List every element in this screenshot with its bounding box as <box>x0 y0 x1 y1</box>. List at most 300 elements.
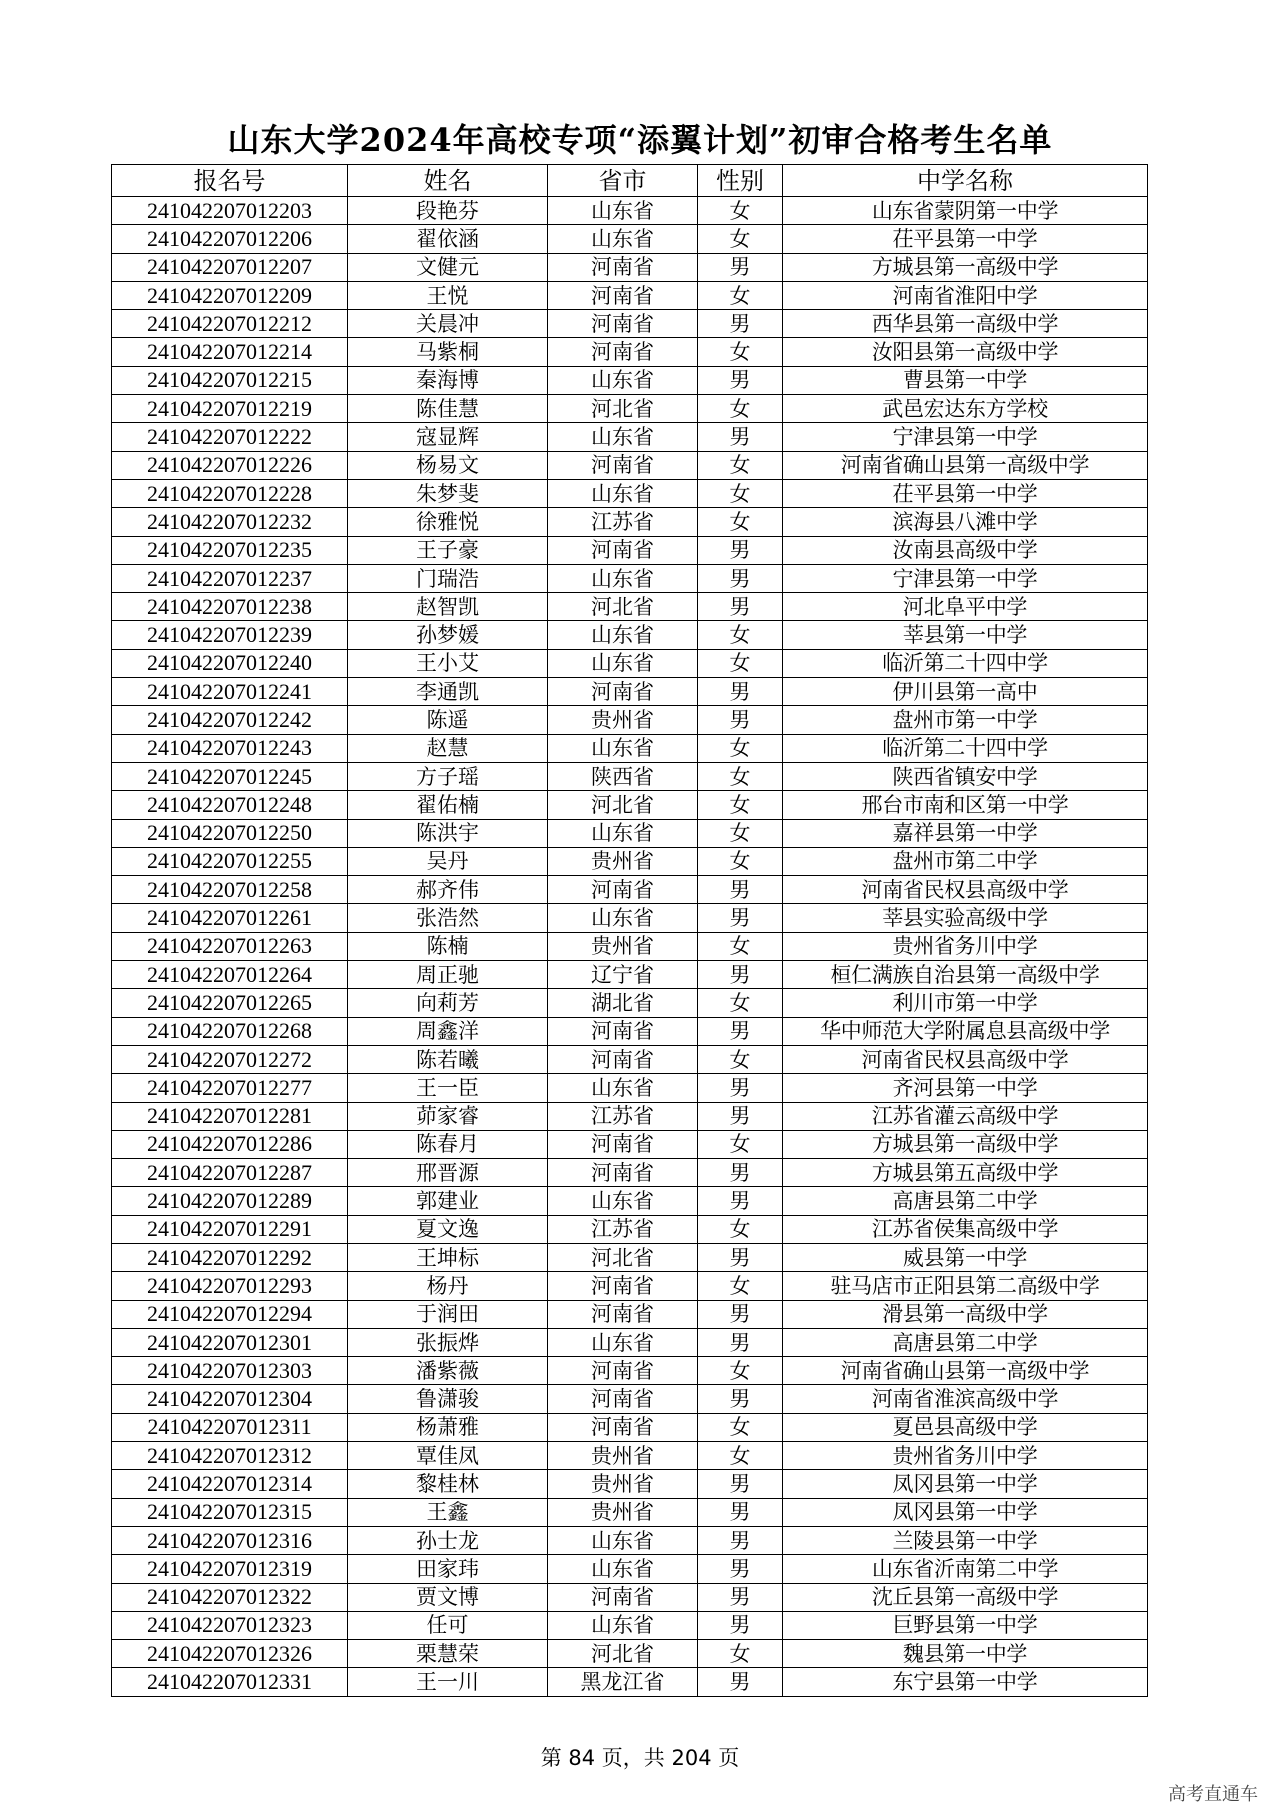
cell-name: 杨易文 <box>348 451 548 479</box>
cell-gender: 男 <box>698 1526 783 1554</box>
cell-name: 周正驰 <box>348 961 548 989</box>
cell-province: 山东省 <box>548 904 698 932</box>
cell-province: 河南省 <box>548 1413 698 1441</box>
table-row <box>112 1413 1148 1441</box>
cell-province: 河南省 <box>548 876 698 904</box>
cell-name: 王鑫 <box>348 1498 548 1526</box>
cell-province: 河北省 <box>548 1640 698 1668</box>
cell-gender: 女 <box>698 791 783 819</box>
cell-province: 河北省 <box>548 791 698 819</box>
table-row <box>112 1102 1148 1130</box>
cell-name: 王子豪 <box>348 536 548 564</box>
cell-school: 盘州市第一中学 <box>783 706 1148 734</box>
cell-name: 邢晋源 <box>348 1159 548 1187</box>
cell-gender: 男 <box>698 253 783 281</box>
table-row <box>112 762 1148 790</box>
table-row <box>112 989 1148 1017</box>
cell-province: 山东省 <box>548 734 698 762</box>
cell-gender: 女 <box>698 819 783 847</box>
cell-province: 贵州省 <box>548 847 698 875</box>
cell-school: 茌平县第一中学 <box>783 479 1148 507</box>
cell-registration-no: 241042207012314 <box>112 1470 348 1498</box>
table-row <box>112 1215 1148 1243</box>
cell-gender: 男 <box>698 1583 783 1611</box>
cell-school: 贵州省务川中学 <box>783 932 1148 960</box>
cell-province: 贵州省 <box>548 1498 698 1526</box>
cell-gender: 女 <box>698 197 783 225</box>
cell-school: 伊川县第一高中 <box>783 678 1148 706</box>
cell-registration-no: 241042207012264 <box>112 961 348 989</box>
table-row <box>112 310 1148 338</box>
cell-gender: 男 <box>698 961 783 989</box>
cell-registration-no: 241042207012219 <box>112 395 348 423</box>
cell-gender: 女 <box>698 479 783 507</box>
cell-province: 河南省 <box>548 1272 698 1300</box>
cell-school: 凤冈县第一中学 <box>783 1470 1148 1498</box>
table-row <box>112 1159 1148 1187</box>
cell-gender: 男 <box>698 366 783 394</box>
cell-registration-no: 241042207012265 <box>112 989 348 1017</box>
cell-gender: 男 <box>698 706 783 734</box>
cell-province: 辽宁省 <box>548 961 698 989</box>
cell-school: 威县第一中学 <box>783 1243 1148 1271</box>
cell-registration-no: 241042207012294 <box>112 1300 348 1328</box>
cell-province: 河南省 <box>548 253 698 281</box>
table-row <box>112 1357 1148 1385</box>
cell-name: 黎桂林 <box>348 1470 548 1498</box>
cell-name: 翟佑楠 <box>348 791 548 819</box>
cell-gender: 男 <box>698 1498 783 1526</box>
cell-registration-no: 241042207012291 <box>112 1215 348 1243</box>
cell-school: 曹县第一中学 <box>783 366 1148 394</box>
cell-name: 茆家睿 <box>348 1102 548 1130</box>
cell-name: 王悦 <box>348 281 548 309</box>
cell-registration-no: 241042207012214 <box>112 338 348 366</box>
table-body <box>112 197 1148 1697</box>
cell-province: 山东省 <box>548 819 698 847</box>
cell-gender: 女 <box>698 1413 783 1441</box>
cell-name: 段艳芬 <box>348 197 548 225</box>
cell-province: 黑龙江省 <box>548 1668 698 1696</box>
table-row <box>112 791 1148 819</box>
cell-registration-no: 241042207012304 <box>112 1385 348 1413</box>
cell-registration-no: 241042207012250 <box>112 819 348 847</box>
cell-province: 山东省 <box>548 1187 698 1215</box>
cell-name: 王小艾 <box>348 649 548 677</box>
cell-province: 河南省 <box>548 310 698 338</box>
column-header-name: 姓名 <box>348 165 548 197</box>
cell-school: 方城县第一高级中学 <box>783 1130 1148 1158</box>
cell-school: 方城县第一高级中学 <box>783 253 1148 281</box>
cell-school: 嘉祥县第一中学 <box>783 819 1148 847</box>
table-row <box>112 1045 1148 1073</box>
cell-school: 河南省确山县第一高级中学 <box>783 451 1148 479</box>
cell-gender: 男 <box>698 1328 783 1356</box>
cell-gender: 男 <box>698 904 783 932</box>
cell-name: 赵慧 <box>348 734 548 762</box>
cell-gender: 男 <box>698 1470 783 1498</box>
cell-registration-no: 241042207012209 <box>112 281 348 309</box>
cell-name: 翟依涵 <box>348 225 548 253</box>
cell-school: 盘州市第二中学 <box>783 847 1148 875</box>
cell-name: 孙梦媛 <box>348 621 548 649</box>
cell-registration-no: 241042207012206 <box>112 225 348 253</box>
cell-gender: 女 <box>698 1442 783 1470</box>
cell-gender: 女 <box>698 451 783 479</box>
cell-school: 方城县第五高级中学 <box>783 1159 1148 1187</box>
cell-gender: 男 <box>698 310 783 338</box>
watermark-text: 高考直通车 <box>1168 1784 1258 1805</box>
cell-gender: 男 <box>698 1187 783 1215</box>
cell-registration-no: 241042207012281 <box>112 1102 348 1130</box>
table-row <box>112 621 1148 649</box>
cell-province: 湖北省 <box>548 989 698 1017</box>
cell-gender: 男 <box>698 536 783 564</box>
cell-school: 山东省沂南第二中学 <box>783 1555 1148 1583</box>
cell-name: 潘紫薇 <box>348 1357 548 1385</box>
cell-name: 朱梦斐 <box>348 479 548 507</box>
cell-school: 西华县第一高级中学 <box>783 310 1148 338</box>
table-row <box>112 932 1148 960</box>
cell-province: 河北省 <box>548 395 698 423</box>
cell-gender: 女 <box>698 734 783 762</box>
cell-province: 江苏省 <box>548 1102 698 1130</box>
cell-province: 江苏省 <box>548 508 698 536</box>
cell-gender: 男 <box>698 876 783 904</box>
cell-school: 宁津县第一中学 <box>783 564 1148 592</box>
cell-name: 徐雅悦 <box>348 508 548 536</box>
cell-school: 邢台市南和区第一中学 <box>783 791 1148 819</box>
cell-registration-no: 241042207012241 <box>112 678 348 706</box>
cell-registration-no: 241042207012248 <box>112 791 348 819</box>
cell-gender: 女 <box>698 1045 783 1073</box>
table-row <box>112 593 1148 621</box>
column-header-gender: 性别 <box>698 165 783 197</box>
cell-gender: 女 <box>698 1272 783 1300</box>
table-row <box>112 1470 1148 1498</box>
cell-school: 高唐县第二中学 <box>783 1187 1148 1215</box>
cell-registration-no: 241042207012235 <box>112 536 348 564</box>
cell-gender: 女 <box>698 989 783 1017</box>
cell-name: 向莉芳 <box>348 989 548 1017</box>
cell-registration-no: 241042207012293 <box>112 1272 348 1300</box>
table-row <box>112 281 1148 309</box>
cell-name: 鲁潇骏 <box>348 1385 548 1413</box>
cell-school: 河南省民权县高级中学 <box>783 876 1148 904</box>
cell-registration-no: 241042207012239 <box>112 621 348 649</box>
table-row <box>112 253 1148 281</box>
cell-name: 张浩然 <box>348 904 548 932</box>
cell-province: 山东省 <box>548 225 698 253</box>
cell-name: 郝齐伟 <box>348 876 548 904</box>
table-row <box>112 1583 1148 1611</box>
page-title: 山东大学2024年高校专项“添翼计划”初审合格考生名单 <box>227 121 1053 159</box>
cell-registration-no: 241042207012242 <box>112 706 348 734</box>
table-row <box>112 338 1148 366</box>
table-row <box>112 451 1148 479</box>
cell-province: 河北省 <box>548 593 698 621</box>
candidate-table <box>111 164 1148 1697</box>
table-row <box>112 876 1148 904</box>
cell-registration-no: 241042207012212 <box>112 310 348 338</box>
cell-name: 杨萧雅 <box>348 1413 548 1441</box>
table-row <box>112 847 1148 875</box>
cell-gender: 女 <box>698 1130 783 1158</box>
cell-registration-no: 241042207012203 <box>112 197 348 225</box>
table-row <box>112 197 1148 225</box>
cell-registration-no: 241042207012319 <box>112 1555 348 1583</box>
cell-gender: 女 <box>698 395 783 423</box>
cell-registration-no: 241042207012315 <box>112 1498 348 1526</box>
cell-gender: 男 <box>698 1668 783 1696</box>
cell-school: 河南省淮阳中学 <box>783 281 1148 309</box>
cell-school: 滨海县八滩中学 <box>783 508 1148 536</box>
table-row <box>112 1300 1148 1328</box>
cell-school: 利川市第一中学 <box>783 989 1148 1017</box>
cell-registration-no: 241042207012277 <box>112 1074 348 1102</box>
cell-province: 山东省 <box>548 1555 698 1583</box>
table-row <box>112 1640 1148 1668</box>
page-number: 第 84 页，共 204 页 <box>540 1746 740 1770</box>
table-row <box>112 225 1148 253</box>
cell-school: 桓仁满族自治县第一高级中学 <box>783 961 1148 989</box>
cell-school: 宁津县第一中学 <box>783 423 1148 451</box>
cell-name: 于润田 <box>348 1300 548 1328</box>
cell-name: 周鑫洋 <box>348 1017 548 1045</box>
cell-name: 马紫桐 <box>348 338 548 366</box>
cell-gender: 女 <box>698 847 783 875</box>
cell-name: 覃佳凤 <box>348 1442 548 1470</box>
table-row <box>112 1328 1148 1356</box>
cell-registration-no: 241042207012301 <box>112 1328 348 1356</box>
cell-name: 张振烨 <box>348 1328 548 1356</box>
cell-registration-no: 241042207012303 <box>112 1357 348 1385</box>
cell-name: 栗慧荣 <box>348 1640 548 1668</box>
cell-gender: 女 <box>698 281 783 309</box>
cell-gender: 女 <box>698 649 783 677</box>
cell-school: 夏邑县高级中学 <box>783 1413 1148 1441</box>
cell-province: 河南省 <box>548 678 698 706</box>
cell-gender: 男 <box>698 1243 783 1271</box>
cell-gender: 男 <box>698 678 783 706</box>
cell-school: 滑县第一高级中学 <box>783 1300 1148 1328</box>
cell-province: 河南省 <box>548 1583 698 1611</box>
cell-registration-no: 241042207012263 <box>112 932 348 960</box>
cell-gender: 男 <box>698 593 783 621</box>
cell-name: 陈楠 <box>348 932 548 960</box>
cell-name: 任可 <box>348 1611 548 1639</box>
table-row <box>112 1498 1148 1526</box>
cell-name: 李通凯 <box>348 678 548 706</box>
cell-registration-no: 241042207012323 <box>112 1611 348 1639</box>
table-row <box>112 1385 1148 1413</box>
cell-name: 孙士龙 <box>348 1526 548 1554</box>
table-row <box>112 649 1148 677</box>
column-header-school: 中学名称 <box>783 165 1148 197</box>
cell-province: 河南省 <box>548 1017 698 1045</box>
cell-registration-no: 241042207012232 <box>112 508 348 536</box>
cell-school: 华中师范大学附属息县高级中学 <box>783 1017 1148 1045</box>
cell-school: 河南省确山县第一高级中学 <box>783 1357 1148 1385</box>
cell-gender: 女 <box>698 338 783 366</box>
cell-province: 江苏省 <box>548 1215 698 1243</box>
cell-province: 山东省 <box>548 423 698 451</box>
cell-registration-no: 241042207012255 <box>112 847 348 875</box>
cell-registration-no: 241042207012207 <box>112 253 348 281</box>
table-row <box>112 508 1148 536</box>
cell-gender: 女 <box>698 1357 783 1385</box>
cell-name: 王一臣 <box>348 1074 548 1102</box>
cell-province: 山东省 <box>548 197 698 225</box>
column-header-registration-no: 报名号 <box>112 165 348 197</box>
cell-province: 河南省 <box>548 1385 698 1413</box>
cell-registration-no: 241042207012243 <box>112 734 348 762</box>
cell-gender: 男 <box>698 1074 783 1102</box>
cell-gender: 女 <box>698 1215 783 1243</box>
cell-name: 王一川 <box>348 1668 548 1696</box>
table-row <box>112 366 1148 394</box>
table-row <box>112 1272 1148 1300</box>
cell-province: 河南省 <box>548 1159 698 1187</box>
cell-school: 凤冈县第一中学 <box>783 1498 1148 1526</box>
candidate-table-container <box>111 164 1148 1697</box>
cell-school: 茌平县第一中学 <box>783 225 1148 253</box>
cell-gender: 女 <box>698 932 783 960</box>
table-row <box>112 423 1148 451</box>
cell-name: 王坤标 <box>348 1243 548 1271</box>
cell-school: 兰陵县第一中学 <box>783 1526 1148 1554</box>
cell-province: 贵州省 <box>548 1442 698 1470</box>
cell-school: 莘县第一中学 <box>783 621 1148 649</box>
cell-province: 河南省 <box>548 338 698 366</box>
table-row <box>112 1017 1148 1045</box>
table-row <box>112 1442 1148 1470</box>
cell-gender: 男 <box>698 1017 783 1045</box>
cell-province: 山东省 <box>548 564 698 592</box>
cell-gender: 男 <box>698 1300 783 1328</box>
cell-name: 郭建业 <box>348 1187 548 1215</box>
cell-gender: 男 <box>698 1159 783 1187</box>
cell-registration-no: 241042207012289 <box>112 1187 348 1215</box>
cell-school: 齐河县第一中学 <box>783 1074 1148 1102</box>
table-row <box>112 706 1148 734</box>
cell-registration-no: 241042207012258 <box>112 876 348 904</box>
cell-school: 河南省淮滨高级中学 <box>783 1385 1148 1413</box>
cell-registration-no: 241042207012286 <box>112 1130 348 1158</box>
cell-name: 陈洪宇 <box>348 819 548 847</box>
cell-name: 文健元 <box>348 253 548 281</box>
cell-registration-no: 241042207012268 <box>112 1017 348 1045</box>
cell-gender: 女 <box>698 225 783 253</box>
cell-school: 河北阜平中学 <box>783 593 1148 621</box>
cell-school: 山东省蒙阴第一中学 <box>783 197 1148 225</box>
cell-registration-no: 241042207012215 <box>112 366 348 394</box>
table-row <box>112 1074 1148 1102</box>
cell-province: 山东省 <box>548 479 698 507</box>
cell-province: 贵州省 <box>548 1470 698 1498</box>
cell-registration-no: 241042207012331 <box>112 1668 348 1696</box>
cell-name: 陈佳慧 <box>348 395 548 423</box>
table-row <box>112 1243 1148 1271</box>
cell-name: 寇显辉 <box>348 423 548 451</box>
cell-school: 沈丘县第一高级中学 <box>783 1583 1148 1611</box>
cell-name: 陈遥 <box>348 706 548 734</box>
cell-school: 临沂第二十四中学 <box>783 734 1148 762</box>
cell-name: 杨丹 <box>348 1272 548 1300</box>
cell-province: 河南省 <box>548 1357 698 1385</box>
table-row <box>112 1130 1148 1158</box>
cell-name: 赵智凯 <box>348 593 548 621</box>
cell-gender: 男 <box>698 1555 783 1583</box>
cell-registration-no: 241042207012322 <box>112 1583 348 1611</box>
table-row <box>112 1187 1148 1215</box>
cell-name: 门瑞浩 <box>348 564 548 592</box>
cell-province: 河南省 <box>548 1130 698 1158</box>
cell-registration-no: 241042207012261 <box>112 904 348 932</box>
cell-gender: 女 <box>698 508 783 536</box>
cell-name: 夏文逸 <box>348 1215 548 1243</box>
cell-registration-no: 241042207012237 <box>112 564 348 592</box>
cell-name: 陈若曦 <box>348 1045 548 1073</box>
cell-province: 山东省 <box>548 1074 698 1102</box>
cell-registration-no: 241042207012326 <box>112 1640 348 1668</box>
cell-province: 山东省 <box>548 1526 698 1554</box>
cell-name: 秦海博 <box>348 366 548 394</box>
table-row <box>112 819 1148 847</box>
table-row <box>112 1526 1148 1554</box>
cell-province: 山东省 <box>548 649 698 677</box>
cell-registration-no: 241042207012222 <box>112 423 348 451</box>
cell-school: 高唐县第二中学 <box>783 1328 1148 1356</box>
cell-school: 江苏省侯集高级中学 <box>783 1215 1148 1243</box>
cell-registration-no: 241042207012311 <box>112 1413 348 1441</box>
table-header-row <box>112 165 1148 197</box>
cell-school: 河南省民权县高级中学 <box>783 1045 1148 1073</box>
table-row <box>112 395 1148 423</box>
cell-school: 汝南县高级中学 <box>783 536 1148 564</box>
cell-name: 方子瑶 <box>348 762 548 790</box>
cell-school: 江苏省灌云高级中学 <box>783 1102 1148 1130</box>
cell-province: 山东省 <box>548 366 698 394</box>
table-row <box>112 961 1148 989</box>
cell-province: 山东省 <box>548 621 698 649</box>
cell-school: 武邑宏达东方学校 <box>783 395 1148 423</box>
cell-province: 河南省 <box>548 451 698 479</box>
cell-province: 河南省 <box>548 536 698 564</box>
cell-province: 贵州省 <box>548 706 698 734</box>
table-row <box>112 479 1148 507</box>
cell-registration-no: 241042207012292 <box>112 1243 348 1271</box>
table-row <box>112 904 1148 932</box>
column-header-province: 省市 <box>548 165 698 197</box>
table-row <box>112 1668 1148 1696</box>
cell-province: 河北省 <box>548 1243 698 1271</box>
cell-province: 河南省 <box>548 1045 698 1073</box>
cell-registration-no: 241042207012228 <box>112 479 348 507</box>
cell-gender: 女 <box>698 762 783 790</box>
cell-gender: 女 <box>698 621 783 649</box>
cell-school: 陕西省镇安中学 <box>783 762 1148 790</box>
cell-school: 魏县第一中学 <box>783 1640 1148 1668</box>
cell-registration-no: 241042207012316 <box>112 1526 348 1554</box>
table-row <box>112 678 1148 706</box>
cell-school: 莘县实验高级中学 <box>783 904 1148 932</box>
cell-province: 山东省 <box>548 1328 698 1356</box>
cell-province: 山东省 <box>548 1611 698 1639</box>
cell-province: 河南省 <box>548 1300 698 1328</box>
cell-school: 东宁县第一中学 <box>783 1668 1148 1696</box>
cell-registration-no: 241042207012312 <box>112 1442 348 1470</box>
